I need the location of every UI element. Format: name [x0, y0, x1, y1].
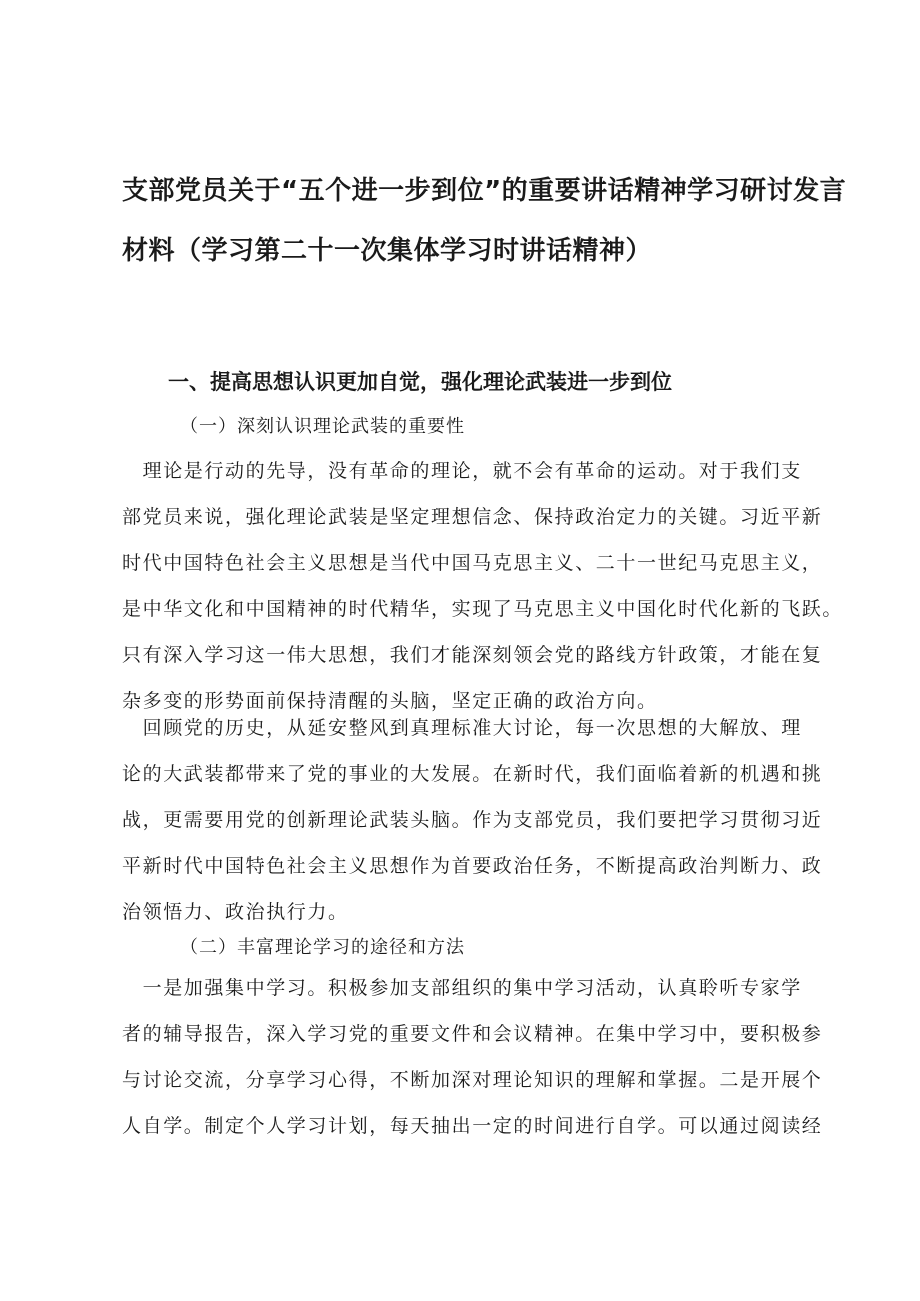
paragraph-1 — [122, 448, 844, 724]
paragraph-2-line: 战，更需要用党的创新理论武装头脑。作为支部党员，我们要把学习贯彻习近 — [122, 809, 823, 831]
section-1-heading: 一、提高思想认识更加自觉，强化理论武装进一步到位 — [168, 370, 672, 394]
paragraph-1-line: 杂多变的形势面前保持清醒的头脑，坚定正确的政治方向。 — [122, 690, 658, 712]
paragraph-2-line: 平新时代中国特色社会主义思想作为首要政治任务，不断提高政治判断力、政 — [122, 855, 823, 877]
paragraph-3-line: 与讨论交流，分享学习心得，不断加深对理论知识的理解和掌握。二是开展个 — [122, 1069, 823, 1091]
paragraph-1-line: 是中华文化和中国精神的时代精华，实现了马克思主义中国化时代化新的飞跃。 — [122, 598, 844, 620]
paragraph-1-line: 理论是行动的先导，没有革命的理论，就不会有革命的运动。对于我们支 — [122, 460, 802, 482]
subsection-1-heading: （一）深刻认识理论武装的重要性 — [180, 416, 465, 437]
paragraph-2-line: 治领悟力、政治执行力。 — [122, 901, 349, 923]
paragraph-3-line: 人自学。制定个人学习计划，每天抽出一定的时间进行自学。可以通过阅读经 — [122, 1115, 823, 1137]
paragraph-3-line: 一是加强集中学习。积极参加支部组织的集中学习活动，认真聆听专家学 — [122, 977, 802, 999]
paragraph-1-line: 部党员来说，强化理论武装是坚定理想信念、保持政治定力的关键。习近平新 — [122, 506, 823, 528]
paragraph-2 — [122, 705, 822, 935]
paragraph-1-line: 只有深入学习这一伟大思想，我们才能深刻领会党的路线方针政策，才能在复 — [122, 644, 823, 666]
paragraph-2-line: 论的大武装都带来了党的事业的大发展。在新时代，我们面临着新的机遇和挑 — [122, 763, 823, 785]
paragraph-3-line: 者的辅导报告，深入学习党的重要文件和会议精神。在集中学习中，要积极参 — [122, 1023, 823, 1045]
paragraph-2-line: 回顾党的历史，从延安整风到真理标准大讨论，每一次思想的大解放、理 — [122, 717, 802, 739]
document-title-line-1: 支部党员关于“五个进一步到位”的重要讲话精神学习研讨发言 — [122, 176, 847, 206]
paragraph-3 — [122, 965, 822, 1149]
paragraph-1-line: 时代中国特色社会主义思想是当代中国马克思主义、二十一世纪马克思主义， — [122, 552, 823, 574]
subsection-2-heading: （二）丰富理论学习的途径和方法 — [180, 937, 465, 958]
document-title-line-2: 材料（学习第二十一次集体学习时讲话精神） — [122, 236, 653, 266]
